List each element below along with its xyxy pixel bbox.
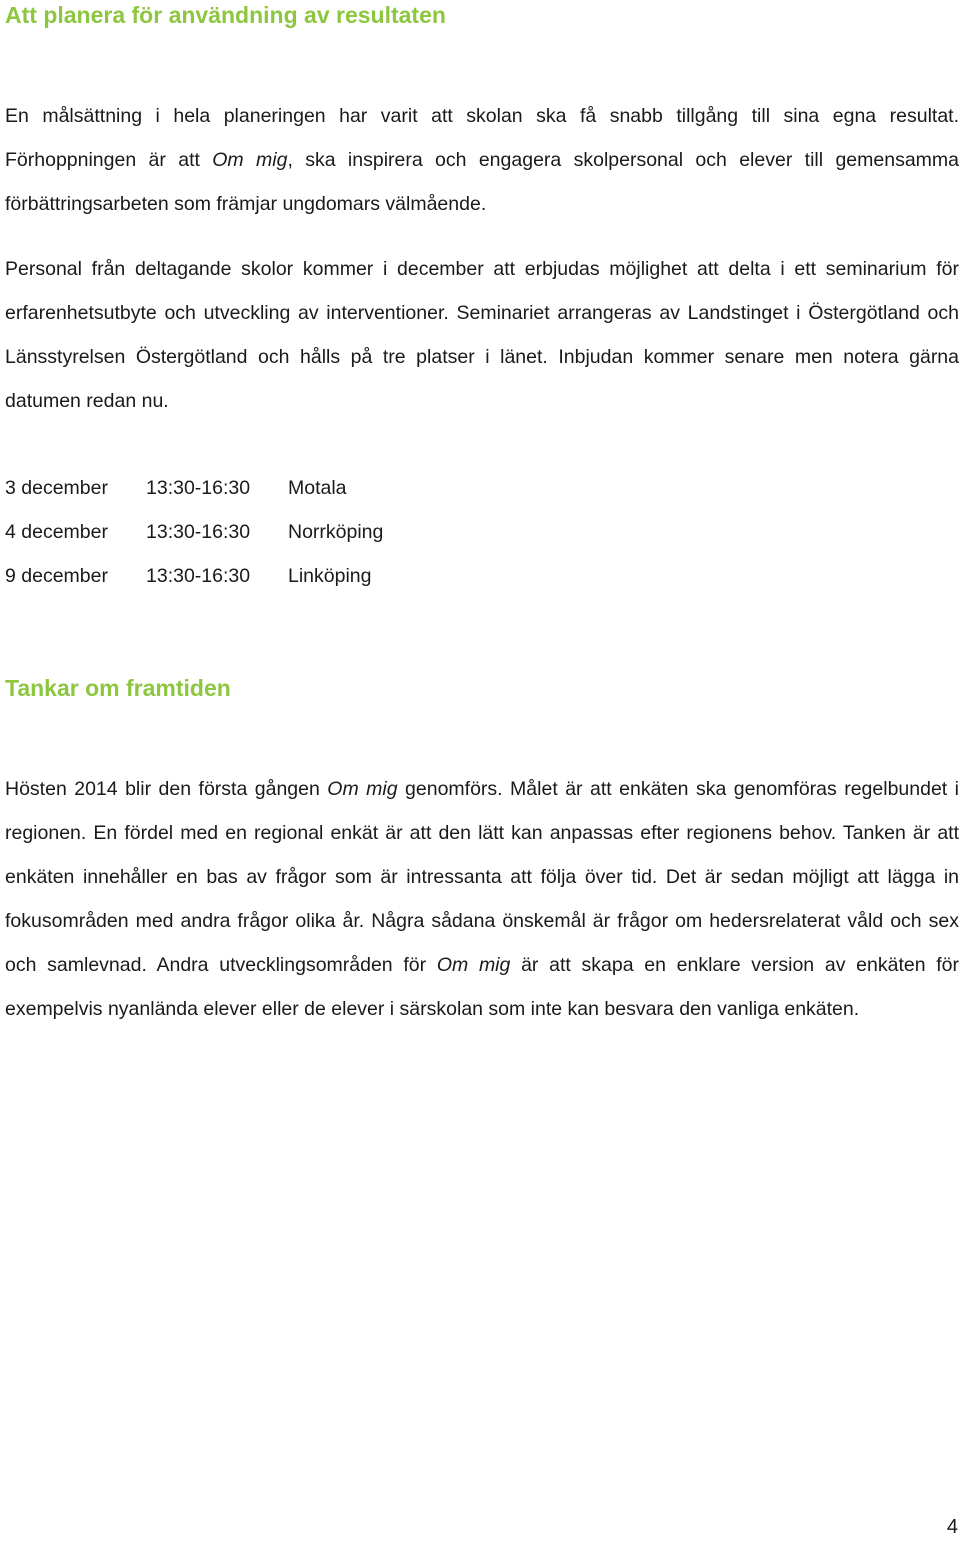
survey-name-italic: Om mig <box>436 954 511 976</box>
paragraph-goal-text-2: , ska inspirera och engagera skolpersonal och elever till gemensamma förbättringsarbeten som främjar ungdomars välmående. <box>5 149 959 215</box>
schedule-time: 13:30-16:30 <box>146 565 251 587</box>
paragraph-goal <box>5 94 959 226</box>
paragraph-goal-text-1: En målsättning i hela planeringen har varit att skolan ska få snabb tillgång till sina egna resultat. Förhoppningen är att <box>5 105 959 171</box>
paragraph-future-text-3: är att skapa en enklare version av enkäten för exempelvis nyanlända elever eller de elever i särskolan som inte kan besvara den vanliga enkäten. <box>5 954 960 1020</box>
schedule-row <box>5 466 488 510</box>
schedule-place: Linköping <box>288 565 372 587</box>
schedule-time: 13:30-16:30 <box>146 521 251 543</box>
schedule-date: 4 december <box>5 521 108 543</box>
seminar-schedule <box>5 466 488 598</box>
page-number: 4 <box>946 1516 958 1538</box>
section-title-planning: Att planera för användning av resultaten <box>5 2 446 28</box>
survey-name-italic: Om mig <box>212 149 288 171</box>
schedule-time: 13:30-16:30 <box>146 477 251 499</box>
survey-name-italic: Om mig <box>327 778 398 800</box>
paragraph-future-text-1: Hösten 2014 blir den första gången <box>5 778 328 800</box>
schedule-date: 3 december <box>5 477 108 499</box>
schedule-place: Norrköping <box>288 521 384 543</box>
paragraph-seminar: Personal från deltagande skolor kommer i december att erbjudas möjlighet att delta i ett seminarium för erfarenhetsutbyte och utveckling av interventioner. Seminariet arrangeras av Landstinget i Östergötland och Länsstyrelsen Östergötland och hålls på tre platser i länet. Inbjudan kommer senare men notera gärna datumen redan nu. <box>5 258 959 412</box>
paragraph-future <box>5 767 959 1031</box>
schedule-row <box>5 510 488 554</box>
section-title-future: Tankar om framtiden <box>5 675 231 701</box>
schedule-date: 9 december <box>5 565 108 587</box>
paragraph-future-text-2: genomförs. Målet är att enkäten ska genomföras regelbundet i regionen. En fördel med en regional enkät är att den lätt kan anpassas efter regionens behov. Tanken är att enkäten innehåller en bas av frågor som är intressanta att följa över tid. Det är sedan möjligt att lägga in fokusområden med andra frågor olika år. Några sådana önskemål är frågor om hedersrelaterat våld och sex och samlevnad. Andra utvecklingsområden för <box>5 778 960 976</box>
schedule-place: Motala <box>288 477 347 499</box>
schedule-row <box>5 554 488 598</box>
